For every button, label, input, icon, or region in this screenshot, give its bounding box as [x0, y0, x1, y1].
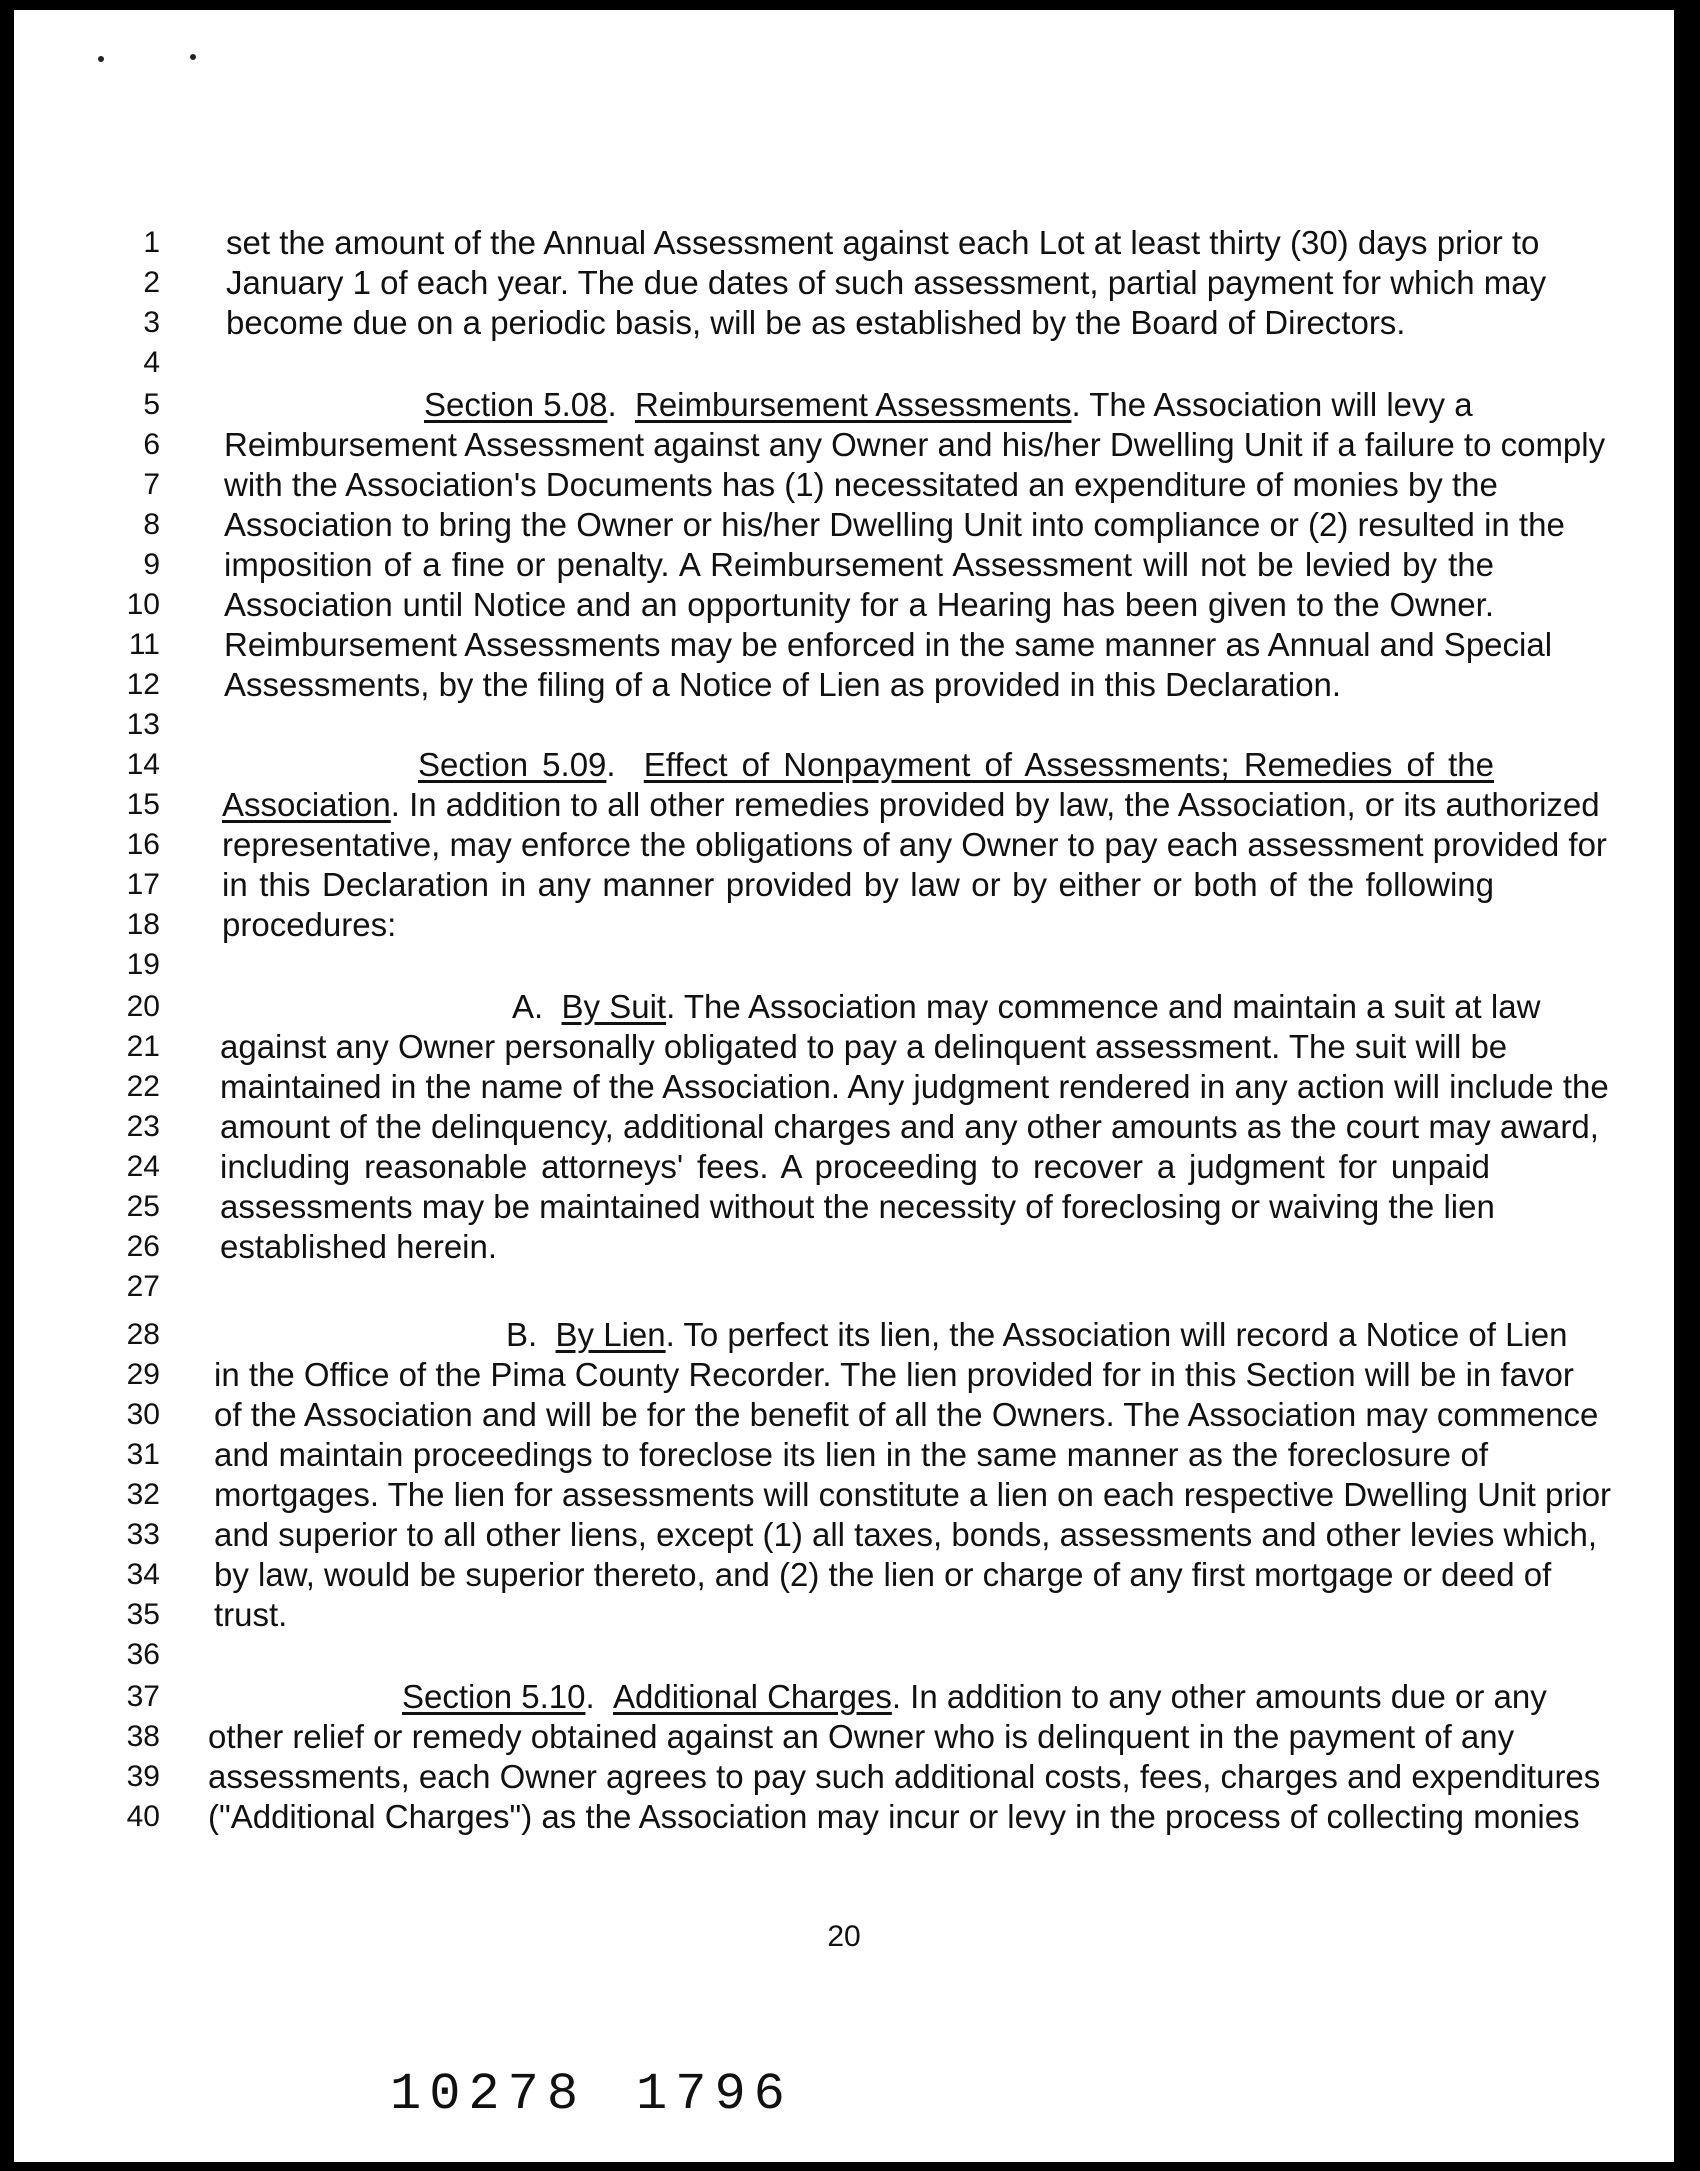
line-number: 31 — [126, 1438, 160, 1471]
subsection-label: B. — [506, 1316, 538, 1353]
text-line: of the Association and will be for the benefit of all the Owners. The Association may commence — [214, 1396, 1599, 1433]
line-number: 16 — [126, 828, 160, 861]
line-number: 12 — [126, 668, 160, 701]
text-line: assessments may be maintained without the necessity of foreclosing or waiving the lien — [220, 1188, 1495, 1225]
line-number: 1 — [143, 226, 160, 259]
line-number: 10 — [126, 588, 160, 621]
text-line: procedures: — [222, 906, 397, 943]
section-title: Reimbursement Assessments — [634, 386, 1072, 423]
line-number: 11 — [128, 628, 160, 661]
line-number: 24 — [126, 1150, 160, 1183]
text-run: . In addition to all other remedies provided by law, the Association, or its authorized — [390, 786, 1600, 823]
section-heading-5-10: Section 5.10. Additional Charges. In addition to any other amounts due or any — [402, 1678, 1547, 1715]
text-line: representative, may enforce the obligations of any Owner to pay each assessment provided for — [222, 826, 1607, 863]
text-line: against any Owner personally obligated to pay a delinquent assessment. The suit will be — [220, 1028, 1508, 1065]
line-number: 29 — [126, 1358, 160, 1391]
recording-stamp — [390, 2065, 793, 2124]
text-run: . In addition to any other amounts due or any — [891, 1678, 1547, 1715]
text-line: including reasonable attorneys' fees. A proceeding to recover a judgment for unpaid — [220, 1148, 1490, 1185]
text-run: . The Association may commence and maintain a suit at law — [666, 988, 1541, 1025]
text-line: maintained in the name of the Association. Any judgment rendered in any action will include the — [220, 1068, 1609, 1105]
document-page — [14, 10, 1674, 2162]
line-number: 6 — [143, 428, 160, 461]
section-heading-5-08: Section 5.08. Reimbursement Assessments. The Association will levy a — [424, 386, 1473, 423]
line-number: 30 — [126, 1398, 160, 1431]
section-number: Section 5.08 — [424, 386, 608, 423]
line-number: 3 — [143, 306, 160, 339]
subsection-b-heading — [506, 1315, 1568, 1355]
line-number: 7 — [143, 468, 160, 501]
section-heading-5-09: Section 5.09. Effect of Nonpayment of Assessments; Remedies of the — [418, 746, 1494, 783]
line-number: 40 — [126, 1800, 160, 1833]
line-number: 38 — [126, 1720, 160, 1753]
line-number: 14 — [126, 748, 160, 781]
text-line: become due on a periodic basis, will be as established by the Board of Directors. — [226, 304, 1406, 341]
text-line: established herein. — [220, 1228, 498, 1265]
line-number: 17 — [126, 868, 160, 901]
scan-speck — [98, 56, 104, 62]
line-number: 15 — [126, 788, 160, 821]
line-number: 20 — [126, 990, 160, 1023]
line-number: 39 — [126, 1760, 160, 1793]
line-number: 5 — [143, 388, 160, 421]
text-line: in this Declaration in any manner provided by law or by either or both of the following — [222, 866, 1494, 903]
text-line: mortgages. The lien for assessments will constitute a lien on each respective Dwelling Unit prior — [214, 1476, 1612, 1513]
text-line: ("Additional Charges") as the Association may incur or levy in the process of collecting monies — [208, 1798, 1580, 1835]
line-number: 4 — [143, 346, 160, 379]
stamp-book: 10278 — [390, 2065, 587, 2124]
line-number: 9 — [143, 548, 160, 581]
section-title-continued: Association — [222, 786, 391, 823]
line-number: 35 — [126, 1598, 160, 1631]
line-number: 26 — [126, 1230, 160, 1263]
line-number: 2 — [143, 266, 160, 299]
text-line: Association until Notice and an opportunity for a Hearing has been given to the Owner. — [224, 586, 1494, 623]
text-line: by law, would be superior thereto, and (2) the lien or charge of any first mortgage or deed of — [214, 1556, 1552, 1593]
text-line: trust. — [214, 1596, 288, 1633]
line-number: 32 — [126, 1478, 160, 1511]
stamp-page: 1796 — [636, 2065, 793, 2124]
section-number: Section 5.09 — [418, 746, 607, 783]
scan-speck — [190, 54, 196, 60]
section-title: Additional Charges — [612, 1678, 892, 1715]
line-number: 34 — [126, 1558, 160, 1591]
text-line: and maintain proceedings to foreclose its lien in the same manner as the foreclosure of — [214, 1436, 1488, 1473]
text-line: and superior to all other liens, except (1) all taxes, bonds, assessments and other levies which, — [214, 1516, 1598, 1553]
line-number: 22 — [126, 1070, 160, 1103]
text-line: imposition of a fine or penalty. A Reimbursement Assessment will not be levied by the — [224, 546, 1494, 583]
line-number: 27 — [126, 1270, 160, 1303]
subsection-label: A. — [512, 988, 544, 1025]
text-line — [222, 785, 1600, 825]
text-line: other relief or remedy obtained against an Owner who is delinquent in the payment of any — [208, 1718, 1515, 1755]
text-run: . To perfect its lien, the Association will record a Notice of Lien — [665, 1316, 1568, 1353]
text-line: amount of the delinquency, additional charges and any other amounts as the court may award, — [220, 1108, 1599, 1145]
subsection-title: By Lien — [555, 1316, 666, 1353]
line-number: 23 — [126, 1110, 160, 1143]
subsection-title: By Suit — [561, 988, 667, 1025]
line-number: 21 — [126, 1030, 160, 1063]
line-number: 8 — [143, 508, 160, 541]
line-number: 33 — [126, 1518, 160, 1551]
line-number: 18 — [126, 908, 160, 941]
subsection-a-heading — [512, 987, 1541, 1027]
text-line: in the Office of the Pima County Recorder. The lien provided for in this Section will be in favor — [214, 1356, 1574, 1393]
line-number: 36 — [126, 1638, 160, 1671]
text-line: Reimbursement Assessments may be enforced in the same manner as Annual and Special — [224, 626, 1553, 663]
text-line: with the Association's Documents has (1) necessitated an expenditure of monies by the — [224, 466, 1498, 503]
text-line: Association to bring the Owner or his/her Dwelling Unit into compliance or (2) resulted in the — [224, 506, 1565, 543]
text-line: Reimbursement Assessment against any Owner and his/her Dwelling Unit if a failure to comply — [224, 426, 1606, 463]
line-number: 25 — [126, 1190, 160, 1223]
section-title: Effect of Nonpayment of Assessments; Remedies of the — [643, 746, 1494, 783]
text-line: set the amount of the Annual Assessment against each Lot at least thirty (30) days prior to — [226, 224, 1540, 261]
line-number: 28 — [126, 1318, 160, 1351]
line-number: 13 — [126, 708, 160, 741]
text-line: January 1 of each year. The due dates of such assessment, partial payment for which may — [226, 264, 1547, 301]
line-number: 37 — [126, 1680, 160, 1713]
text-run: . The Association will levy a — [1071, 386, 1473, 423]
page-number: 20 — [827, 1920, 861, 1953]
section-number: Section 5.10 — [402, 1678, 586, 1715]
text-line: Assessments, by the filing of a Notice of Lien as provided in this Declaration. — [224, 666, 1342, 703]
text-line: assessments, each Owner agrees to pay such additional costs, fees, charges and expenditures — [208, 1758, 1601, 1795]
line-number: 19 — [126, 948, 160, 981]
